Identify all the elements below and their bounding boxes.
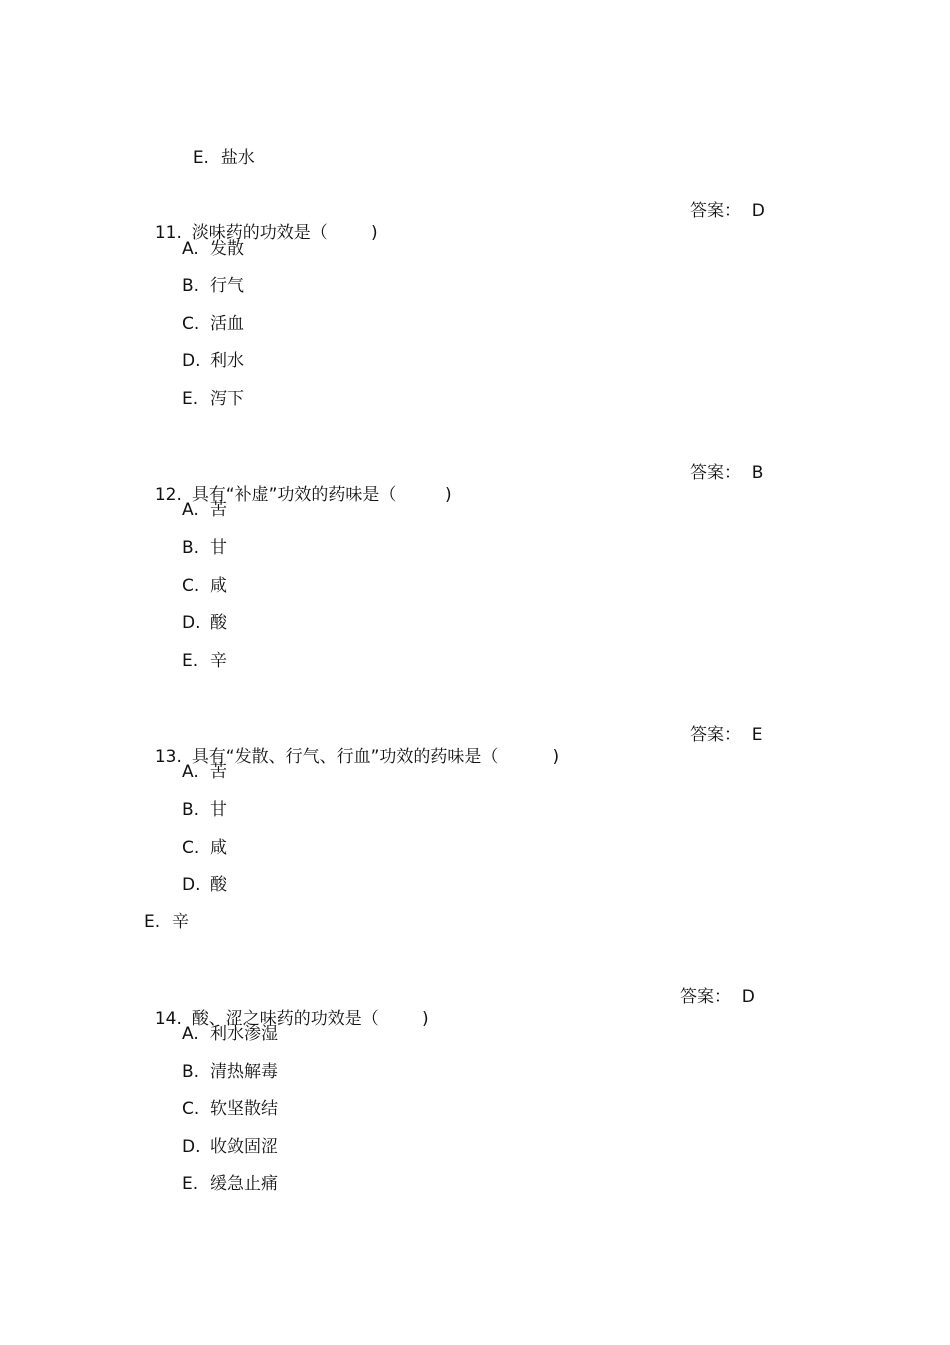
option-letter: E. bbox=[192, 148, 209, 168]
option-text: 甘 bbox=[210, 538, 227, 558]
question-number: 12. bbox=[154, 485, 182, 505]
option-e bbox=[182, 125, 255, 169]
option-c bbox=[182, 313, 244, 335]
option-a bbox=[182, 499, 227, 521]
question-11-answer: 答案： D bbox=[690, 201, 765, 221]
option-e bbox=[182, 650, 227, 672]
option-b bbox=[182, 1061, 278, 1083]
option-letter: D. bbox=[182, 351, 201, 371]
option-c bbox=[182, 1098, 278, 1120]
option-text: 软坚散结 bbox=[210, 1099, 278, 1119]
option-text: 甘 bbox=[210, 800, 227, 820]
option-letter: D. bbox=[182, 1137, 201, 1157]
option-b bbox=[182, 799, 227, 821]
option-letter: A. bbox=[182, 500, 199, 520]
option-a bbox=[182, 238, 244, 260]
option-b bbox=[182, 537, 227, 559]
question-text: 具有“补虚”功效的药味是（ ) bbox=[191, 485, 452, 505]
question-text: 具有“发散、行气、行血”功效的药味是（ ) bbox=[191, 747, 560, 767]
option-e bbox=[144, 911, 189, 933]
option-a bbox=[182, 761, 227, 783]
option-text: 利水 bbox=[210, 351, 244, 371]
question-13-answer: 答案： E bbox=[690, 725, 763, 745]
option-text: 清热解毒 bbox=[210, 1062, 278, 1082]
option-e bbox=[182, 388, 244, 410]
option-letter: B. bbox=[182, 800, 200, 820]
option-letter: E. bbox=[182, 651, 199, 671]
option-text: 咸 bbox=[210, 576, 227, 596]
option-letter: B. bbox=[182, 1062, 200, 1082]
option-text: 发散 bbox=[210, 239, 244, 259]
option-d bbox=[182, 874, 227, 896]
option-letter: A. bbox=[182, 239, 199, 259]
option-letter: C. bbox=[182, 576, 200, 596]
question-11-stem bbox=[144, 200, 378, 244]
option-letter: E. bbox=[182, 1174, 199, 1194]
option-d bbox=[182, 350, 244, 372]
option-a bbox=[182, 1023, 278, 1045]
option-text: 咸 bbox=[210, 838, 227, 858]
option-letter: C. bbox=[182, 314, 200, 334]
option-letter: B. bbox=[182, 276, 200, 296]
option-letter: E. bbox=[144, 912, 161, 932]
option-text: 苦 bbox=[210, 762, 227, 782]
option-letter: C. bbox=[182, 1099, 200, 1119]
option-letter: A. bbox=[182, 762, 199, 782]
option-letter: E. bbox=[182, 389, 199, 409]
question-number: 13. bbox=[154, 747, 182, 767]
option-letter: B. bbox=[182, 538, 200, 558]
option-d bbox=[182, 1136, 278, 1158]
option-text: 苦 bbox=[210, 500, 227, 520]
option-text: 辛 bbox=[210, 651, 227, 671]
option-text: 泻下 bbox=[210, 389, 244, 409]
option-text: 利水渗湿 bbox=[210, 1024, 278, 1044]
option-text: 行气 bbox=[210, 276, 244, 296]
option-letter: C. bbox=[182, 838, 200, 858]
option-e bbox=[182, 1173, 278, 1195]
option-text: 辛 bbox=[172, 912, 189, 932]
option-c bbox=[182, 575, 227, 597]
option-c bbox=[182, 837, 227, 859]
option-text: 缓急止痛 bbox=[210, 1174, 278, 1194]
question-number: 14. bbox=[154, 1009, 182, 1029]
option-text: 盐水 bbox=[220, 148, 255, 168]
question-number: 11. bbox=[154, 223, 182, 243]
option-letter: D. bbox=[182, 875, 201, 895]
option-b bbox=[182, 275, 244, 297]
question-14-answer: 答案： D bbox=[680, 987, 755, 1007]
option-text: 酸 bbox=[210, 613, 227, 633]
option-text: 收敛固涩 bbox=[210, 1137, 278, 1157]
option-letter: A. bbox=[182, 1024, 199, 1044]
option-letter: D. bbox=[182, 613, 201, 633]
question-text: 淡味药的功效是（ ) bbox=[191, 223, 378, 243]
option-text: 活血 bbox=[210, 314, 244, 334]
option-text: 酸 bbox=[210, 875, 227, 895]
question-12-answer: 答案： B bbox=[690, 463, 764, 483]
option-d bbox=[182, 612, 227, 634]
question-text: 酸、涩之味药的功效是（ ) bbox=[191, 1009, 429, 1029]
